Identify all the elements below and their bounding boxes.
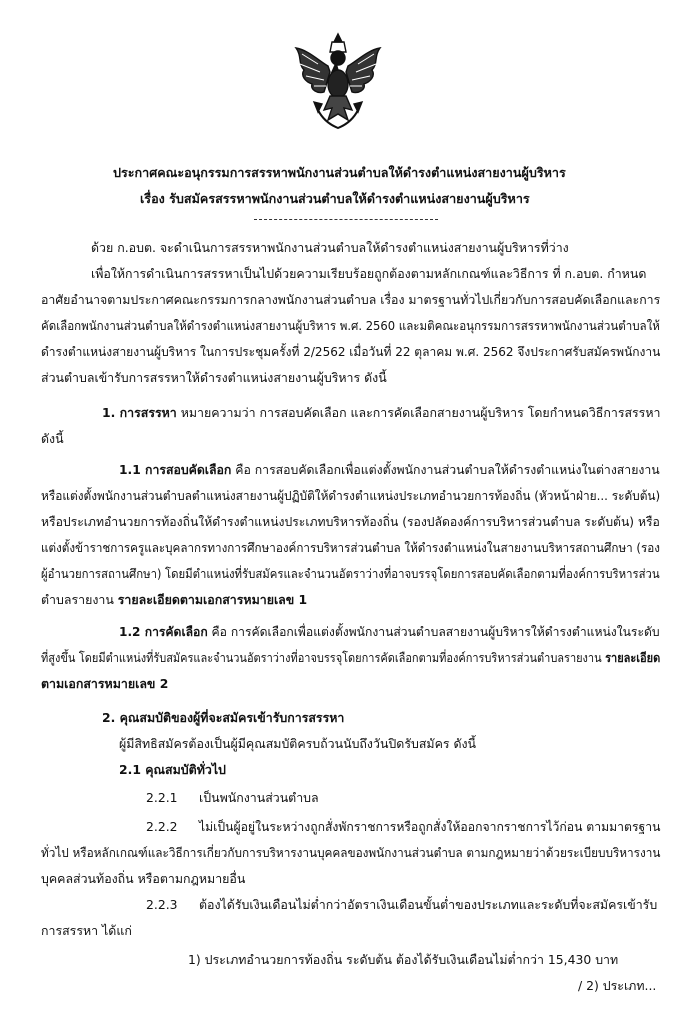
subsection-1-1-line: หรือแต่งตั้งพนักงานส่วนตำบลตำแหน่งสายงานผู้ปฏิบัติให้ดำรงตำแหน่งประเภทอำนวยการท้องถิ่น (หัวหน้าฝ่าย... ระดับต้น) (41, 488, 661, 503)
item-2-2-1-text: เป็นพนักงานส่วนตำบล (199, 790, 319, 805)
subsection-1-1-line: หรือประเภทอำนวยการท้องถิ่นให้ดำรงตำแหน่งประเภทบริหารท้องถิ่น (รองปลัดองค์การบริหารส่วนตำบล ระดับต้น) หรือ (41, 514, 660, 529)
announcement-title: ประกาศคณะอนุกรรมการสรรหาพนักงานส่วนตำบลให้ดำรงตำแหน่งสายงานผู้บริหาร (113, 165, 566, 180)
subsection-2-1: 2.1 คุณสมบัติทั่วไป (119, 762, 226, 777)
item-2-2-2-line: ทั่วไป หรือหลักเกณฑ์และวิธีการเกี่ยวกับการบริหารงานบุคคลของพนักงานส่วนตำบล ตามกฎหมายว่าด้วยระเบียบบริหารงาน (41, 845, 661, 860)
intro-line: เพื่อให้การดำเนินการสรรหาเป็นไปด้วยความเรียบร้อยถูกต้องตามหลักเกณฑ์และวิธีการ ที่ ก.อบต. กำหนด (91, 266, 647, 281)
item-2-2-3-number: 2.2.3 (146, 897, 178, 912)
item-2-2-3-text: ต้องได้รับเงินเดือนไม่ต่ำกว่าอัตราเงินเดือนขั้นต่ำของประเภทและระดับที่จะสมัครเข้ารับ (199, 897, 658, 912)
subsection-1-1: 1.1 การสอบคัดเลือก คือ การสอบคัดเลือกเพื่อแต่งตั้งพนักงานส่วนตำบลให้ดำรงตำแหน่งในต่างสายงาน (119, 462, 660, 477)
item-2-2-3-line: การสรรหา ได้แก่ (41, 923, 132, 938)
item-2-2-2-text: ไม่เป็นผู้อยู่ในระหว่างถูกสั่งพักราชการหรือถูกสั่งให้ออกจากราชการไว้ก่อน ตามมาตรฐาน (199, 819, 661, 834)
intro-line: อาศัยอำนาจตามประกาศคณะกรรมการกลางพนักงานส่วนตำบล เรื่อง มาตรฐานทั่วไปเกี่ยวกับการสอบคัดเลือกและการ (41, 292, 661, 307)
item-2-2-1-number: 2.2.1 (146, 790, 178, 805)
intro-line: คัดเลือกพนักงานส่วนตำบลให้ดำรงตำแหน่งสายงานผู้บริหาร พ.ศ. 2560 และมติคณะอนุกรรมการสรรหาพนักงานส่วนตำบลให้ (41, 318, 660, 333)
item-2-2-2-line: บุคคลส่วนท้องถิ่น หรือตามกฎหมายอื่น (41, 871, 246, 886)
subsection-1-2-line: ตามเอกสารหมายเลข 2 (41, 676, 169, 691)
intro-line: ดำรงตำแหน่งสายงานผู้บริหาร ในการประชุมครั้งที่ 2/2562 เมื่อวันที่ 22 ตุลาคม พ.ศ. 2562 จึงประกาศรับสมัครพนักงาน (41, 344, 661, 359)
subsection-1-1-line: แต่งตั้งข้าราชการครูและบุคลากรทางการศึกษาองค์การบริหารส่วนตำบล ให้ดำรงตำแหน่งในสายงานบริหารสถานศึกษา (รอง (41, 540, 660, 555)
subsection-1-2: 1.2 การคัดเลือก คือ การคัดเลือกเพื่อแต่งตั้งพนักงานส่วนตำบลสายงานผู้บริหารให้ดำรงตำแหน่งในระดับ (119, 624, 660, 639)
intro-line: ด้วย ก.อบต. จะดำเนินการสรรหาพนักงานส่วนตำบลให้ดำรงตำแหน่งสายงานผู้บริหารที่ว่าง (91, 240, 569, 255)
announcement-subject: เรื่อง รับสมัครสรรหาพนักงานส่วนตำบลให้ดำรงตำแหน่งสายงานผู้บริหาร (140, 191, 530, 206)
title-separator (254, 219, 438, 220)
section-1-line: ดังนี้ (41, 431, 64, 446)
item-2-2-2-number: 2.2.2 (146, 819, 178, 834)
page-continuation: / 2) ประเภท... (578, 978, 657, 993)
section-1-heading: 1. การสรรหา หมายความว่า การสอบคัดเลือก และการคัดเลือกสายงานผู้บริหาร โดยกำหนดวิธีการสรรหา (102, 405, 661, 420)
section-2-intro: ผู้มีสิทธิสมัครต้องเป็นผู้มีคุณสมบัติครบถ้วนนับถึงวันปิดรับสมัคร ดังนี้ (119, 736, 477, 751)
intro-line: ส่วนตำบลเข้ารับการสรรหาให้ดำรงตำแหน่งสายงานผู้บริหาร ดังนี้ (41, 370, 387, 385)
salary-item-1: 1) ประเภทอำนวยการท้องถิ่น ระดับต้น ต้องได้รับเงินเดือนไม่ต่ำกว่า 15,430 บาท (188, 952, 619, 967)
subsection-1-1-line: ผู้อำนวยการสถานศึกษา) โดยมีตำแหน่งที่รับสมัครและจำนวนอัตราว่างที่อาจบรรจุโดยการสอบคัดเลือกตามที่องค์การบริหารส่วน (41, 566, 660, 581)
subsection-1-1-line: ตำบลรายงาน รายละเอียดตามเอกสารหมายเลข 1 (41, 592, 308, 607)
garuda-emblem-icon (288, 30, 388, 132)
section-2-heading: 2. คุณสมบัติของผู้ที่จะสมัครเข้ารับการสรรหา (102, 710, 345, 725)
subsection-1-2-line: ที่สูงขึ้น โดยมีตำแหน่งที่รับสมัครและจำนวนอัตราว่างที่อาจบรรจุโดยการคัดเลือกตามที่องค์การบริหารส่วนตำบลรายงาน รายละเอียด (41, 650, 661, 665)
